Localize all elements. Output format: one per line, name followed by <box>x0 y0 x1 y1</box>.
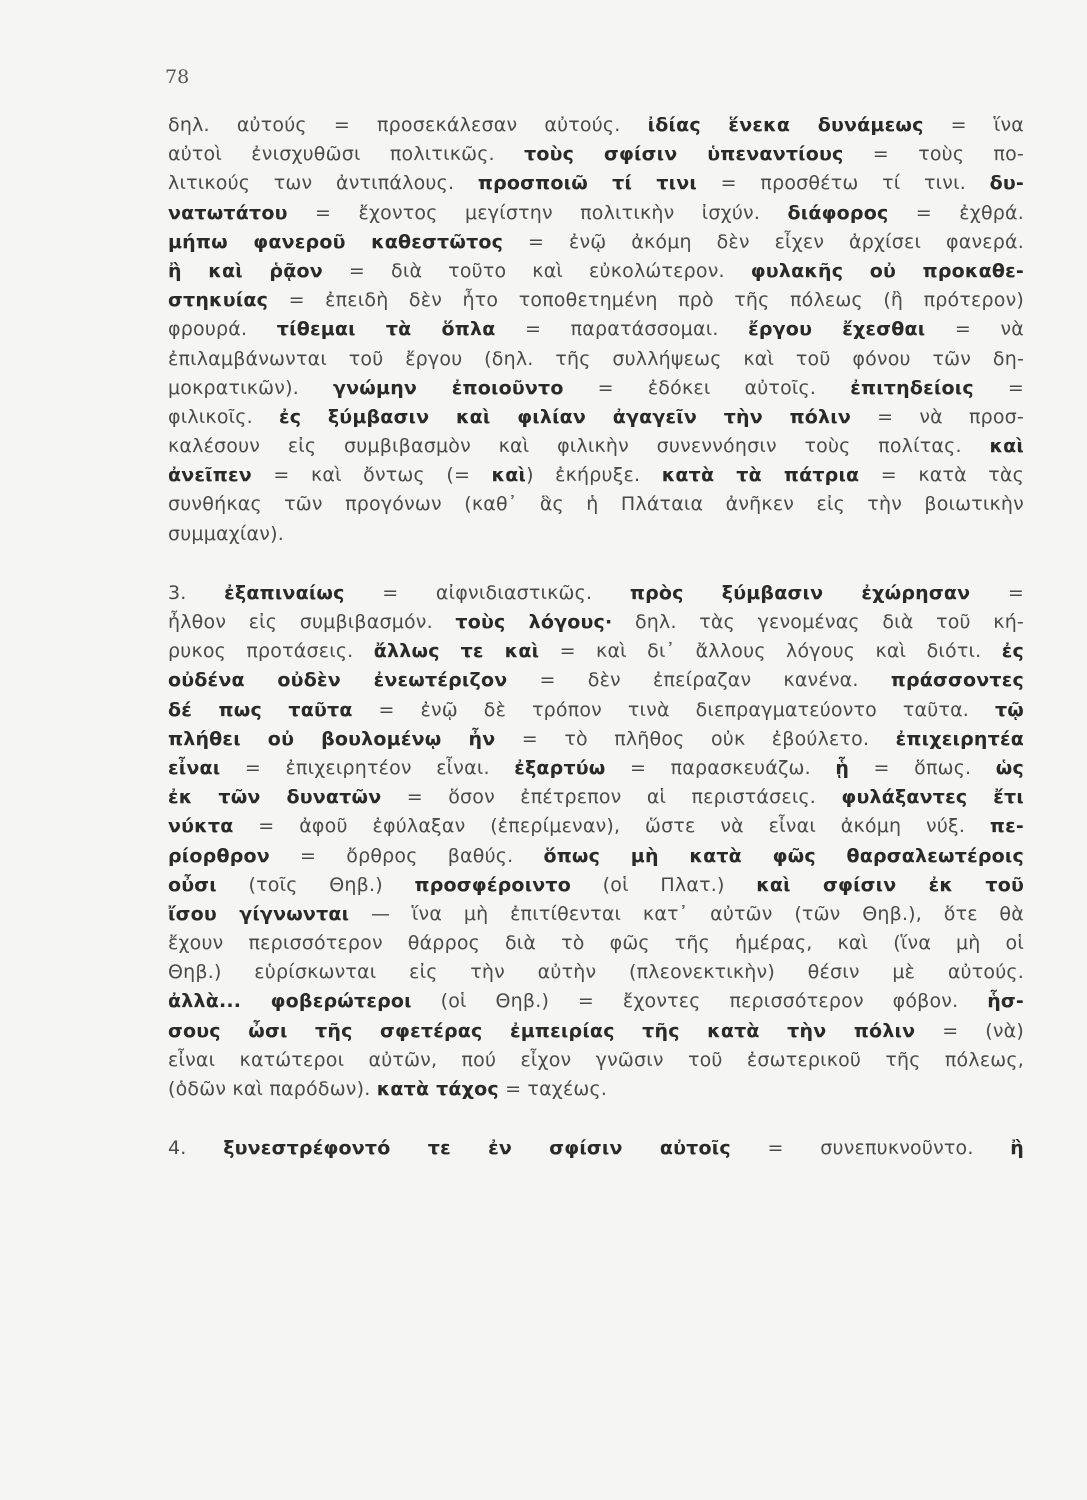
greek-lemma: προσποιῶ τί τινι <box>477 172 697 195</box>
gloss-text: = ἐνῷ δὲ τρόπον τινὰ διεπραγματεύοντο ταῦτα. <box>352 698 995 721</box>
greek-lemma: ξυνεστρέφοντό τε ἐν σφίσιν αὐτοῖς <box>223 1137 731 1160</box>
greek-lemma: ἐπιτηδείοις <box>850 376 974 399</box>
gloss-text: = ἐπιχειρητέον εἶναι. <box>220 756 515 779</box>
greek-lemma: κατὰ τὰ πάτρια <box>661 464 860 487</box>
gloss-text: = ἐνῷ ἀκόμη δὲν εἶχεν ἀρχίσει φανερά. <box>503 230 1024 253</box>
text-line <box>168 345 1024 374</box>
greek-lemma: ἐς ξύμβασιν καὶ φιλίαν ἀγαγεῖν τὴν πόλιν <box>278 405 852 428</box>
text-line <box>168 520 1024 549</box>
greek-lemma: δέ πως ταῦτα <box>168 698 353 721</box>
gloss-text: (οἱ Πλατ.) <box>571 873 757 896</box>
gloss-text: = (νὰ) <box>915 1019 1024 1042</box>
greek-lemma: ἢ καὶ ῥᾷον <box>168 259 323 282</box>
greek-lemma: φυλακῆς οὐ προκαθε- <box>750 259 1024 282</box>
gloss-text: = προσθέτω τί τινι. <box>697 172 990 195</box>
text-line <box>168 929 1024 958</box>
gloss-text: = ἀφοῦ ἐφύλαξαν (ἐπερίμεναν), ὥστε νὰ εἶναι ἀκόμη νύξ. <box>233 815 990 838</box>
gloss-text: (τοῖς Θηβ.) <box>216 873 415 896</box>
greek-lemma: ἢ <box>1010 1137 1024 1160</box>
greek-lemma: τοὺς σφίσιν ὑπεναντίους <box>524 143 844 166</box>
gloss-text: = ὅπως. <box>849 756 996 779</box>
gloss-text: ἦλθον εἰς συμβιβασμόν. <box>168 611 456 633</box>
greek-lemma: ἧσ- <box>987 990 1024 1013</box>
gloss-text: ἐπιλαμβάνωνται τοῦ ἔργου (δηλ. τῆς συλλήψεως καὶ τοῦ φόνου τῶν δη- <box>168 347 1024 370</box>
gloss-text: δηλ. αὐτούς = προσεκάλεσαν αὐτούς. <box>168 114 648 136</box>
greek-lemma: ἀλλὰ... φοβερώτεροι <box>168 990 412 1013</box>
gloss-text: συνθήκας τῶν προγόνων (καθ᾽ ἃς ἡ Πλάταια ἀνῆκεν εἰς τὴν βοιωτικὴν <box>168 493 1024 516</box>
gloss-text: = δὲν ἐπείραζαν κανένα. <box>507 669 891 692</box>
text-line <box>168 871 1024 900</box>
gloss-text: δηλ. τὰς γενομένας διὰ τοῦ κή- <box>612 611 1024 633</box>
greek-lemma: πλήθει οὐ βουλομένῳ ἦν <box>168 727 496 750</box>
gloss-text: φρουρά. <box>168 318 277 341</box>
gloss-text: ἔχουν περισσότερον θάρρος διὰ τὸ φῶς τῆς ἡμέρας, καὶ (ἵνα μὴ οἱ <box>168 932 1024 955</box>
gloss-text: φιλικοῖς. <box>168 405 279 428</box>
greek-lemma: πρὸς ξύμβασιν ἐχώρησαν <box>629 581 971 604</box>
text-line <box>168 666 1024 695</box>
greek-lemma: ᾗ <box>835 756 850 779</box>
gloss-text: ) ἐκήρυξε. <box>526 464 662 487</box>
text-line <box>168 169 1024 198</box>
greek-lemma: σους ὦσι τῆς σφετέρας ἐμπειρίας τῆς κατὰ τὴν πόλιν <box>168 1019 916 1042</box>
text-line <box>168 725 1024 754</box>
text-line <box>168 490 1024 519</box>
text-line <box>168 1075 1024 1104</box>
gloss-text: λιτικούς των ἀντιπάλους. <box>168 172 478 195</box>
greek-lemma: ἐπιχειρητέα <box>895 727 1024 750</box>
paragraph-gap <box>168 1104 1024 1134</box>
text-line <box>168 958 1024 987</box>
text-line <box>168 783 1024 812</box>
greek-lemma: δυ- <box>989 172 1024 195</box>
gloss-text: (οἱ Θηβ.) = ἔχοντες περισσότερον φόβον. <box>411 990 988 1013</box>
greek-lemma: ἔργου ἔχεσθαι <box>748 318 926 341</box>
gloss-text: = ἵνα <box>923 114 1024 136</box>
gloss-text: — ἵνα μὴ ἐπιτίθενται κατ᾽ αὐτῶν (τῶν Θηβ.), ὅτε θὰ <box>349 902 1024 925</box>
text-line <box>168 1017 1024 1046</box>
text-line <box>168 228 1024 257</box>
text-line <box>168 900 1024 929</box>
greek-lemma: τῷ <box>994 698 1024 721</box>
greek-lemma: μήπω φανεροῦ καθεστῶτος <box>168 230 504 253</box>
gloss-text: = καὶ δι᾽ ἄλλους λόγους καὶ διότι. <box>539 640 1002 663</box>
gloss-text: = παρατάσσομαι. <box>495 318 749 341</box>
text-line <box>168 111 1024 140</box>
greek-lemma: προσφέροιντο <box>414 873 572 896</box>
gloss-text: = νὰ <box>925 318 1024 341</box>
gloss-text: = ἐχθρά. <box>888 201 1024 224</box>
gloss-text: = τὸ πλῆθος οὐκ ἐβούλετο. <box>495 727 896 750</box>
text-line <box>168 696 1024 725</box>
gloss-text: καλέσουν εἰς συμβιβασμὸν καὶ φιλικὴν συνεννόησιν τοὺς πολίτας. <box>168 435 990 458</box>
text-line <box>168 1134 1024 1163</box>
greek-lemma: διάφορος <box>787 201 889 224</box>
greek-lemma: ἐς <box>1001 640 1024 663</box>
text-line <box>168 257 1024 286</box>
text-line <box>168 754 1024 783</box>
gloss-text: = <box>970 581 1024 604</box>
greek-lemma: ἐκ τῶν δυνατῶν <box>168 786 382 809</box>
text-line <box>168 403 1024 432</box>
greek-lemma: νατωτάτου <box>168 201 288 224</box>
gloss-text: 4. <box>168 1137 224 1160</box>
greek-lemma: φυλάξαντες ἔτι <box>841 786 1024 809</box>
greek-lemma: ὡς <box>995 756 1024 779</box>
greek-lemma: γνώμην ἐποιοῦντο <box>333 376 564 399</box>
text-line <box>168 286 1024 315</box>
paragraph-gap <box>168 549 1024 579</box>
greek-lemma: εἶναι <box>168 756 221 779</box>
greek-lemma: οὐδένα οὐδὲν ἐνεωτέριζον <box>168 669 508 692</box>
greek-lemma: ἀνεῖπεν <box>168 464 252 487</box>
greek-lemma: ἐξαπιναίως <box>224 581 345 604</box>
greek-lemma: στηκυίας <box>168 289 269 312</box>
gloss-text: Θηβ.) εὑρίσκωνται εἰς τὴν αὐτὴν (πλεονεκτικὴν) θέσιν μὲ αὐτούς. <box>168 961 1024 984</box>
text-line <box>168 579 1024 608</box>
greek-lemma: ἰδίας ἕνεκα δυνάμεως <box>647 114 924 136</box>
gloss-text: = ὄρθρος βαθύς. <box>269 844 544 867</box>
greek-lemma: τοὺς λόγους· <box>455 611 613 633</box>
gloss-text: (ὁδῶν καὶ παρόδων). <box>168 1078 377 1100</box>
greek-lemma: ὅπως μὴ κατὰ φῶς θαρσαλεωτέροις <box>543 844 1024 867</box>
text-line <box>168 987 1024 1016</box>
gloss-text: μοκρατικῶν). <box>168 376 334 399</box>
text-line <box>168 608 1024 637</box>
gloss-text: = ταχέως. <box>498 1078 608 1100</box>
text-line <box>168 812 1024 841</box>
gloss-text: 3. <box>168 581 225 604</box>
greek-lemma: κατὰ τάχος <box>376 1078 499 1100</box>
greek-lemma: καὶ σφίσιν ἐκ τοῦ <box>756 873 1024 896</box>
gloss-text: = ἔχοντος μεγίστην πολιτικὴν ἰσχύν. <box>287 201 788 224</box>
gloss-text: = ὅσον ἐπέτρεπον αἱ περιστάσεις. <box>381 786 842 809</box>
gloss-text: αὐτοὶ ἐνισχυθῶσι πολιτικῶς. <box>168 143 525 166</box>
text-line <box>168 199 1024 228</box>
gloss-text: = ἐδόκει αὐτοῖς. <box>563 376 851 399</box>
gloss-text: ρυκος προτάσεις. <box>168 640 374 663</box>
text-line <box>168 461 1024 490</box>
text-line <box>168 432 1024 461</box>
gloss-text: = αἰφνιδιαστικῶς. <box>344 581 630 604</box>
greek-lemma: πράσσοντες <box>890 669 1024 692</box>
page-number: 78 <box>165 66 190 88</box>
gloss-text: = παρασκευάζω. <box>605 756 836 779</box>
gloss-text: = τοὺς πο- <box>843 143 1024 166</box>
gloss-text: εἶναι κατώτεροι αὐτῶν, πού εἶχον γνῶσιν τοῦ ἐσωτερικοῦ τῆς πόλεως, <box>168 1048 1024 1071</box>
greek-lemma: οὖσι <box>168 873 217 896</box>
gloss-text: = <box>973 376 1024 399</box>
greek-lemma: ἴσου γίγνωνται <box>168 902 350 925</box>
commentary-text <box>168 111 1024 1163</box>
greek-lemma: ρίορθρον <box>168 844 270 867</box>
greek-lemma: καὶ <box>989 435 1024 458</box>
gloss-text: = κατὰ τὰς <box>859 464 1024 487</box>
gloss-text: = νὰ προσ- <box>851 405 1024 428</box>
greek-lemma: ἄλλως τε καὶ <box>373 640 540 663</box>
greek-lemma: καὶ <box>491 464 527 487</box>
text-line <box>168 637 1024 666</box>
greek-lemma: ἐξαρτύω <box>514 756 606 779</box>
text-line <box>168 140 1024 169</box>
greek-lemma: πε- <box>989 815 1024 838</box>
greek-lemma: νύκτα <box>168 815 234 838</box>
gloss-text: συμμαχίαν). <box>168 522 284 545</box>
gloss-text: = συνεπυκνοῦντο. <box>730 1137 1011 1160</box>
gloss-text: = διὰ τοῦτο καὶ εὐκολώτερον. <box>322 259 751 282</box>
gloss-text: = καὶ ὄντως (= <box>251 464 492 487</box>
text-line <box>168 315 1024 344</box>
text-line <box>168 374 1024 403</box>
gloss-text: = ἐπειδὴ δὲν ἦτο τοποθετημένη πρὸ τῆς πόλεως (ἢ πρότερον) <box>268 289 1024 312</box>
greek-lemma: τίθεμαι τὰ ὅπλα <box>276 318 496 341</box>
text-line <box>168 842 1024 871</box>
text-line <box>168 1046 1024 1075</box>
